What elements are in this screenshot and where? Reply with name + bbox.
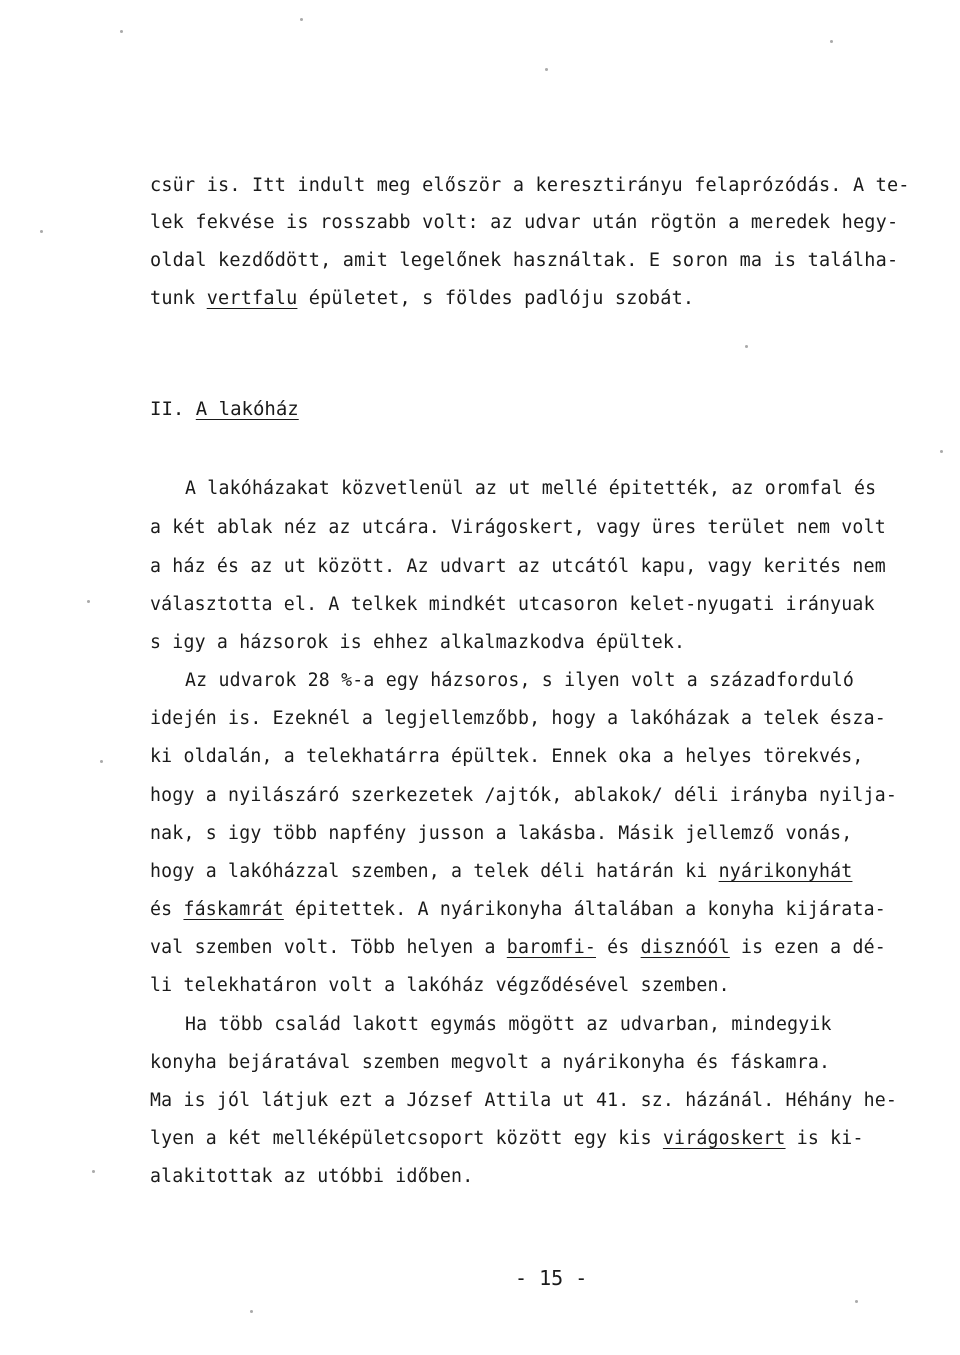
text-line: ki oldalán, a telekhatárra épültek. Ennek oka a helyes törekvés,	[150, 746, 864, 767]
scan-speckle	[855, 1300, 858, 1303]
text-span: és	[150, 899, 184, 920]
text-line: idején is. Ezeknél a legjellemzőbb, hogy a lakóházak a telek észa-	[150, 708, 886, 729]
text-span: épületet, s földes padlóju szobát.	[297, 288, 695, 309]
section-number: II.	[150, 398, 185, 420]
scan-speckle	[40, 230, 43, 233]
text-span: épitettek. A nyárikonyha általában a konyha kijárata-	[283, 899, 886, 920]
text-line: választotta el. A telkek mindkét utcasoron kelet-nyugati irányuak	[150, 594, 875, 615]
scan-speckle	[120, 30, 123, 33]
scan-speckle	[745, 345, 748, 348]
text-line: Az udvarok 28 %-a egy házsoros, s ilyen volt a századforduló	[185, 670, 854, 691]
text-line: nak, s igy több napfény jusson a lakásba. Másik jellemző vonás,	[150, 823, 853, 844]
text-span: tunk	[150, 288, 207, 309]
text-span: és	[596, 937, 641, 958]
text-line: hogy a nyilászáró szerkezetek /ajtók, ablakok/ déli irányba nyilja-	[150, 785, 898, 806]
scan-speckle	[100, 760, 103, 763]
underlined-term: nyárikonyhát	[718, 861, 853, 882]
underlined-term: baromfi-	[506, 937, 596, 958]
text-line: Ha több család lakott egymás mögött az udvarban, mindegyik	[185, 1014, 832, 1035]
text-line: a két ablak néz az utcára. Virágoskert, vagy üres terület nem volt	[150, 517, 886, 538]
underlined-term: virágoskert	[662, 1128, 786, 1149]
scan-speckle	[87, 600, 90, 603]
text-line: konyha bejáratával szemben megvolt a nyárikonyha és fáskamra.	[150, 1052, 831, 1073]
scan-speckle	[250, 1310, 253, 1313]
text-span: lyen a két melléképületcsoport között egy kis	[150, 1128, 663, 1149]
underlined-term: disznóól	[640, 937, 730, 958]
underlined-term: fáskamrát	[183, 899, 284, 920]
text-span: is ki-	[785, 1128, 864, 1149]
text-line	[150, 1127, 864, 1151]
text-line: li telekhatáron volt a lakóház végződésével szemben.	[150, 975, 730, 996]
text-line	[150, 860, 852, 884]
text-line: csür is. Itt indult meg először a keresztirányu felaprózódás. A te-	[150, 175, 910, 196]
scan-speckle	[545, 68, 548, 71]
text-line	[150, 898, 886, 922]
text-line: oldal kezdődött, amit legelőnek használtak. E soron ma is találha-	[150, 250, 899, 271]
text-line: lek fekvése is rosszabb volt: az udvar után rögtön a meredek hegy-	[150, 212, 899, 233]
scan-speckle	[92, 1170, 95, 1173]
text-line	[150, 287, 694, 311]
text-line: a ház és az ut között. Az udvart az utcától kapu, vagy kerités nem	[150, 556, 886, 577]
text-line: alakitottak az utóbbi időben.	[150, 1166, 474, 1187]
section-heading	[150, 398, 299, 420]
text-line	[150, 936, 886, 960]
text-line: A lakóházakat közvetlenül az ut mellé épitették, az oromfal és	[185, 478, 877, 499]
section-title: A lakóház	[195, 398, 299, 420]
text-line: Ma is jól látjuk ezt a József Attila ut 41. sz. házánál. Héhány he-	[150, 1090, 898, 1111]
scan-speckle	[300, 18, 303, 21]
text-span: is ezen a dé-	[729, 937, 886, 958]
scan-speckle	[830, 40, 833, 43]
underlined-term: vertfalu	[206, 288, 298, 309]
scan-speckle	[940, 450, 943, 453]
text-line: s igy a házsorok is ehhez alkalmazkodva épültek.	[150, 632, 686, 653]
page-number: - 15 -	[515, 1266, 588, 1290]
text-span: hogy a lakóházzal szemben, a telek déli határán ki	[150, 861, 719, 882]
text-span: val szemben volt. Több helyen a	[150, 937, 507, 958]
